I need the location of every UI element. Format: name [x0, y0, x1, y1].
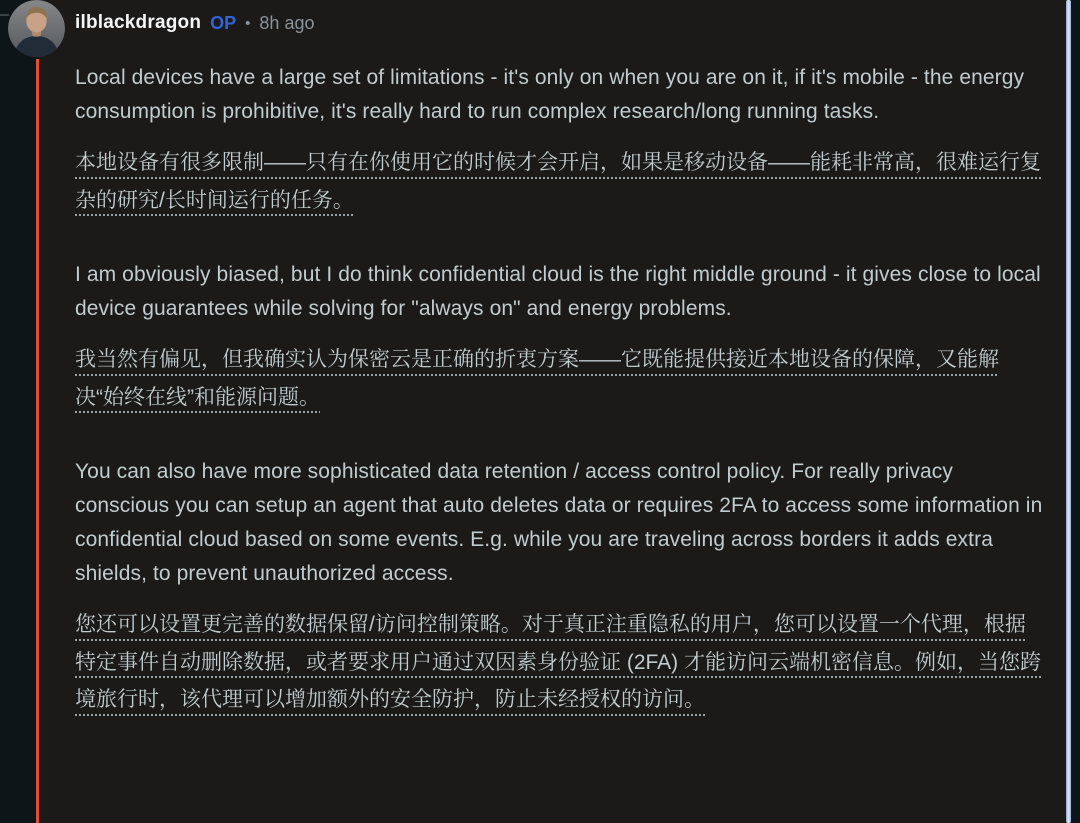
paragraph-group — [75, 258, 1044, 416]
username-link[interactable]: ilblackdragon — [75, 12, 202, 33]
comment-thread-line[interactable] — [36, 59, 39, 823]
parent-thread-connector-line — [0, 14, 9, 16]
timestamp-link[interactable]: 8h ago — [259, 12, 315, 33]
person-avatar-image — [8, 0, 65, 57]
paragraph-chinese-translation: 我当然有偏见，但我确实认为保密云是正确的折衷方案——它既能提供接近本地设备的保障，又能解决“始终在线”和能源问题。 — [75, 348, 999, 409]
paragraph-group — [75, 455, 1044, 719]
paragraph-english: Local devices have a large set of limitations - it's only on when you are on it, if it's mobile - the energy consumption is prohibitive, it's really hard to run complex research/long running tasks. — [75, 66, 1025, 123]
paragraph-chinese-translation: 您还可以设置更完善的数据保留/访问控制策略。对于真正注重隐私的用户，您可以设置一个代理，根据特定事件自动删除数据，或者要求用户通过双因素身份验证 (2FA) 才能访问云端机密信息。例如，当您跨境旅行时，该代理可以增加额外的安全防护，防止未经授权的访问。 — [75, 613, 1042, 711]
comment-body — [75, 61, 1044, 719]
user-avatar[interactable] — [8, 0, 65, 57]
paragraph-english: You can also have more sophisticated data retention / access control policy. For really privacy conscious you can setup an agent that auto deletes data or requires 2FA to access some information in confidential cloud based on some events. E.g. while you are traveling across borders it adds extra shields, to prevent unauthorized access. — [75, 460, 1043, 585]
paragraph-chinese-translation: 本地设备有很多限制——只有在你使用它的时候才会开启，如果是移动设备——能耗非常高，很难运行复杂的研究/长时间运行的任务。 — [75, 151, 1041, 212]
meta-dot-separator: • — [245, 14, 251, 32]
paragraph-english: I am obviously biased, but I do think confidential cloud is the right middle ground - it gives close to local device guarantees while solving for "always on" and energy problems. — [75, 263, 1041, 320]
paragraph-group — [75, 61, 1044, 219]
op-badge: OP — [210, 12, 237, 33]
scrollbar-thumb[interactable] — [1066, 0, 1071, 823]
comment-header — [75, 12, 314, 34]
